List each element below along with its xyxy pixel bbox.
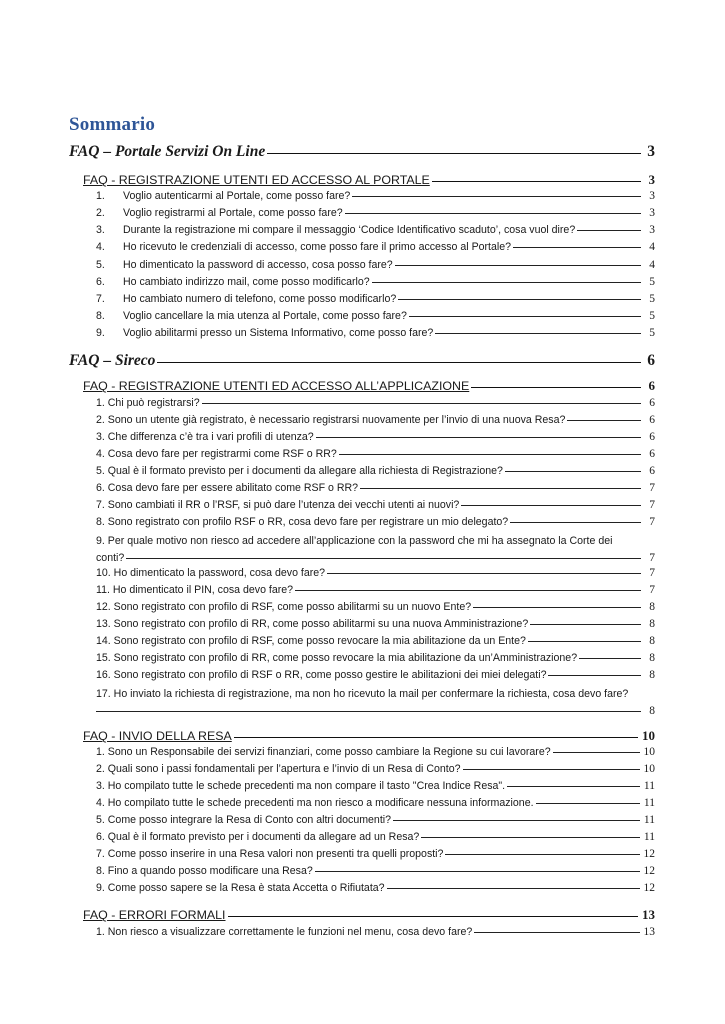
toc-subsection-title: FAQ - INVIO DELLA RESA [83, 729, 232, 743]
toc-entry[interactable] [96, 448, 655, 465]
toc-entry-text: Voglio autenticarmi al Portale, come posso fare? [123, 190, 351, 202]
toc-entry[interactable] [96, 190, 655, 207]
toc-entry-text: 1. Sono un Responsabile dei servizi finanziari, come posso cambiare la Regione su cui lavorare? [96, 746, 551, 758]
toc-leader [530, 624, 641, 625]
toc-page-number: 6 [649, 397, 655, 409]
toc-leader [228, 916, 638, 917]
toc-page-number: 7 [649, 482, 655, 494]
toc-entry[interactable] [96, 414, 655, 431]
toc-entry-number: 7. [96, 293, 105, 305]
toc-leader [393, 820, 640, 821]
toc-page-number: 3 [648, 172, 655, 187]
toc-leader [421, 837, 640, 838]
toc-entry-text: 7. Sono cambiati il RR o l’RSF, si può dare l’utenza dei vecchi utenti ai nuovi? [96, 499, 460, 511]
toc-section-title: FAQ – Sireco [69, 352, 156, 369]
toc-entry[interactable] [96, 669, 655, 686]
toc-leader [372, 282, 641, 283]
toc-subsection-invio-resa[interactable] [83, 728, 655, 746]
toc-entry-number: 2. [96, 207, 105, 219]
toc-entry-text: Ho ricevuto le credenziali di accesso, come posso fare il primo accesso al Portale? [123, 241, 512, 253]
toc-entry[interactable] [96, 310, 655, 327]
toc-page-number: 8 [649, 705, 655, 717]
toc-leader [463, 769, 640, 770]
toc-leader [409, 316, 641, 317]
toc-leader [528, 641, 641, 642]
toc-entry[interactable] [96, 482, 655, 499]
toc-entry-number: 5. [96, 259, 105, 271]
toc-entry-text: 8. Fino a quando posso modificare una Resa? [96, 865, 313, 877]
toc-leader [352, 196, 641, 197]
toc-leader [445, 854, 639, 855]
toc-entry-continuation [96, 550, 655, 567]
toc-leader [474, 932, 639, 933]
toc-entry[interactable] [96, 584, 655, 601]
toc-leader [202, 403, 641, 404]
toc-entry-text: 9. Come posso sapere se la Resa è stata Accetta o Rifiutata? [96, 882, 385, 894]
toc-leader [471, 387, 641, 388]
toc-page-number: 8 [649, 669, 655, 681]
toc-leader [126, 558, 641, 559]
toc-page-number: 8 [649, 618, 655, 630]
toc-leader [548, 675, 641, 676]
toc-page-number: 13 [643, 926, 655, 938]
toc-leader [360, 488, 641, 489]
toc-leader [432, 181, 641, 182]
toc-entry-number: 8. [96, 310, 105, 322]
toc-entry[interactable] [96, 763, 655, 780]
toc-leader [579, 658, 641, 659]
toc-entry[interactable] [96, 431, 655, 448]
toc-entry[interactable] [96, 926, 655, 943]
toc-leader [395, 265, 641, 266]
toc-entry-text: 3. Che differenza c’è tra i vari profili di utenza? [96, 431, 314, 443]
toc-page-number: 8 [649, 635, 655, 647]
toc-entry[interactable] [96, 831, 655, 848]
toc-subsection-title: FAQ - REGISTRAZIONE UTENTI ED ACCESSO ALL’APPLICAZIONE [83, 379, 470, 393]
toc-page-number: 12 [643, 865, 655, 877]
toc-entry-wrapped[interactable] [96, 686, 655, 720]
toc-entry-text: 12. Sono registrato con profilo di RSF, come posso abilitarmi su un nuovo Ente? [96, 601, 472, 613]
toc-entry-text: conti? [96, 552, 125, 564]
toc-section-title: FAQ – Portale Servizi On Line [69, 143, 266, 160]
toc-leader [398, 299, 641, 300]
toc-entry-text: 15. Sono registrato con profilo di RR, come posso revocare la mia abilitazione da un’Amministrazione? [96, 652, 578, 664]
toc-page-number: 7 [649, 516, 655, 528]
toc-leader [505, 471, 641, 472]
toc-entry[interactable] [96, 499, 655, 516]
toc-entry-text: 16. Sono registrato con profilo di RSF o RR, come posso gestire le abilitazioni dei miei delegati? [96, 669, 547, 681]
toc-entry-text: 3. Ho compilato tutte le schede precedenti ma non compare il tasto "Crea Indice Resa". [96, 780, 506, 792]
toc-entry[interactable] [96, 865, 655, 882]
toc-leader [553, 752, 640, 753]
toc-section-portale[interactable] [69, 143, 655, 165]
toc-page-number: 4 [649, 241, 655, 253]
toc-entry-text: 4. Cosa devo fare per registrarmi come RSF o RR? [96, 448, 337, 460]
toc-page-number: 5 [649, 293, 655, 305]
toc-subsection-registrazione-portale[interactable] [83, 172, 655, 190]
toc-page-number: 10 [643, 763, 655, 775]
toc-page-number: 3 [649, 190, 655, 202]
toc-entry-text: 13. Sono registrato con profilo di RR, come posso abilitarmi su una nuova Amministrazione? [96, 618, 529, 630]
toc-page-number: 7 [649, 584, 655, 596]
toc-entry[interactable] [96, 652, 655, 669]
toc-entry[interactable] [96, 465, 655, 482]
toc-leader [267, 153, 641, 154]
toc-leader [345, 213, 641, 214]
toc-entry[interactable] [96, 241, 655, 258]
toc-entry-text: 2. Quali sono i passi fondamentali per l’apertura e l’invio di un Resa di Conto? [96, 763, 461, 775]
toc-entry-number: 4. [96, 241, 105, 253]
toc-leader [316, 437, 641, 438]
toc-entry-continuation [96, 703, 655, 720]
toc-page-number: 3 [649, 207, 655, 219]
toc-entry-number: 1. [96, 190, 105, 202]
toc-leader [577, 230, 641, 231]
toc-entry-text: 11. Ho dimenticato il PIN, cosa devo fare? [96, 584, 294, 596]
toc-page-number: 6 [649, 448, 655, 460]
toc-leader [510, 522, 641, 523]
toc-entry-text: Voglio registrarmi al Portale, come posso fare? [123, 207, 343, 219]
toc-page-number: 6 [649, 465, 655, 477]
toc-subsection-errori-formali[interactable] [83, 907, 655, 925]
toc-page-number: 8 [649, 652, 655, 664]
toc-leader [461, 505, 641, 506]
toc-page-number: 3 [647, 143, 655, 160]
toc-entry-text: 1. Non riesco a visualizzare correttamente le funzioni nel menu, cosa devo fare? [96, 926, 473, 938]
toc-entry[interactable] [96, 618, 655, 635]
toc-entry[interactable] [96, 601, 655, 618]
toc-entry-text: 2. Sono un utente già registrato, è necessario registrarsi nuovamente per l’invio di una nuova Resa? [96, 414, 566, 426]
toc-page-number: 12 [643, 848, 655, 860]
toc-page-number: 7 [649, 499, 655, 511]
toc-entry-number: 6. [96, 276, 105, 288]
toc-page-number: 11 [643, 814, 655, 826]
toc-entry-text: Ho dimenticato la password di accesso, cosa posso fare? [123, 259, 393, 271]
toc-entry[interactable] [96, 882, 655, 899]
toc-entry-text: 4. Ho compilato tutte le schede precedenti ma non riesco a modificare nessuna informazione. [96, 797, 534, 809]
toc-page-number: 12 [643, 882, 655, 894]
toc-entry[interactable] [96, 276, 655, 293]
toc-page-number: 7 [649, 552, 655, 564]
toc-entry[interactable] [96, 224, 655, 241]
toc-entry-text: Ho cambiato numero di telefono, come posso modificarlo? [123, 293, 397, 305]
toc-entry[interactable] [96, 259, 655, 276]
toc-page-number: 11 [643, 797, 655, 809]
toc-entry-text: 10. Ho dimenticato la password, cosa devo fare? [96, 567, 326, 579]
toc-page-number: 6 [647, 352, 655, 369]
toc-leader [567, 420, 641, 421]
toc-title: Sommario [69, 114, 156, 135]
toc-page-number: 7 [649, 567, 655, 579]
toc-entry-text: 5. Qual è il formato previsto per i documenti da allegare alla richiesta di Registrazione? [96, 465, 503, 477]
toc-page-number: 4 [649, 259, 655, 271]
toc-leader [435, 333, 641, 334]
toc-leader [536, 803, 640, 804]
toc-entry-number: 9. [96, 327, 105, 339]
toc-entry-text: 9. Per quale motivo non riesco ad accedere all’applicazione con la password che mi ha assegnato la Corte dei [96, 535, 613, 547]
toc-entry[interactable] [96, 814, 655, 831]
toc-entry[interactable] [96, 848, 655, 865]
toc-leader [387, 888, 640, 889]
toc-leader [234, 737, 638, 738]
toc-entry[interactable] [96, 516, 655, 533]
toc-entry-text: Ho cambiato indirizzo mail, come posso modificarlo? [123, 276, 370, 288]
toc-page-number: 5 [649, 310, 655, 322]
toc-entry-text: 8. Sono registrato con profilo RSF o RR, cosa devo fare per registrare un mio delegato? [96, 516, 509, 528]
toc-leader [96, 711, 641, 712]
toc-page-number: 5 [649, 327, 655, 339]
toc-subsection-title: FAQ - ERRORI FORMALI [83, 908, 226, 922]
toc-entry-text: Durante la registrazione mi compare il messaggio ‘Codice Identificativo scaduto’, cosa vuol dire? [123, 224, 576, 236]
toc-subsection-title: FAQ - REGISTRAZIONE UTENTI ED ACCESSO AL PORTALE [83, 173, 430, 187]
toc-entry[interactable] [96, 746, 655, 763]
toc-entry-number: 3. [96, 224, 105, 236]
toc-entry-text: 17. Ho inviato la richiesta di registrazione, ma non ho ricevuto la mail per confermare la richiesta, cosa devo fare? [96, 688, 629, 700]
toc-leader [327, 573, 641, 574]
toc-entry[interactable] [96, 207, 655, 224]
toc-leader [295, 590, 641, 591]
toc-subsection-registrazione-applicazione[interactable] [83, 378, 655, 396]
toc-page-number: 6 [648, 378, 655, 393]
toc-page-number: 11 [643, 780, 655, 792]
toc-leader [157, 362, 641, 363]
toc-leader [507, 786, 640, 787]
toc-entry-wrapped[interactable] [96, 533, 655, 567]
toc-entry-text: 6. Cosa devo fare per essere abilitato come RSF o RR? [96, 482, 359, 494]
toc-entry-text: 5. Come posso integrare la Resa di Conto con altri documenti? [96, 814, 392, 826]
toc-entry[interactable] [96, 397, 655, 414]
toc-leader [339, 454, 641, 455]
toc-page-number: 13 [642, 907, 655, 922]
toc-entry-text: Voglio abilitarmi presso un Sistema Informativo, come posso fare? [123, 327, 434, 339]
toc-page-number: 8 [649, 601, 655, 613]
toc-entry-text: Voglio cancellare la mia utenza al Portale, come posso fare? [123, 310, 407, 322]
toc-entry[interactable] [96, 293, 655, 310]
toc-entry[interactable] [96, 780, 655, 797]
toc-page-number: 11 [643, 831, 655, 843]
toc-leader [473, 607, 641, 608]
toc-page-number: 5 [649, 276, 655, 288]
toc-entry-text: 1. Chi può registrarsi? [96, 397, 200, 409]
toc-entry[interactable] [96, 635, 655, 652]
toc-page-number: 10 [643, 746, 655, 758]
toc-entry-text: 6. Qual è il formato previsto per i documenti da allegare ad un Resa? [96, 831, 420, 843]
toc-entry[interactable] [96, 567, 655, 584]
toc-entry[interactable] [96, 797, 655, 814]
toc-section-sireco[interactable] [69, 352, 655, 374]
toc-entry-text: 7. Come posso inserire in una Resa valori non presenti tra quelli proposti? [96, 848, 444, 860]
toc-leader [513, 247, 641, 248]
toc-page-number: 6 [649, 414, 655, 426]
toc-page-number: 3 [649, 224, 655, 236]
toc-page-number: 6 [649, 431, 655, 443]
toc-entry[interactable] [96, 327, 655, 344]
toc-entry-text: 14. Sono registrato con profilo di RSF, come posso revocare la mia abilitazione da un Ente? [96, 635, 526, 647]
toc-page-number: 10 [642, 728, 655, 743]
toc-leader [315, 871, 640, 872]
